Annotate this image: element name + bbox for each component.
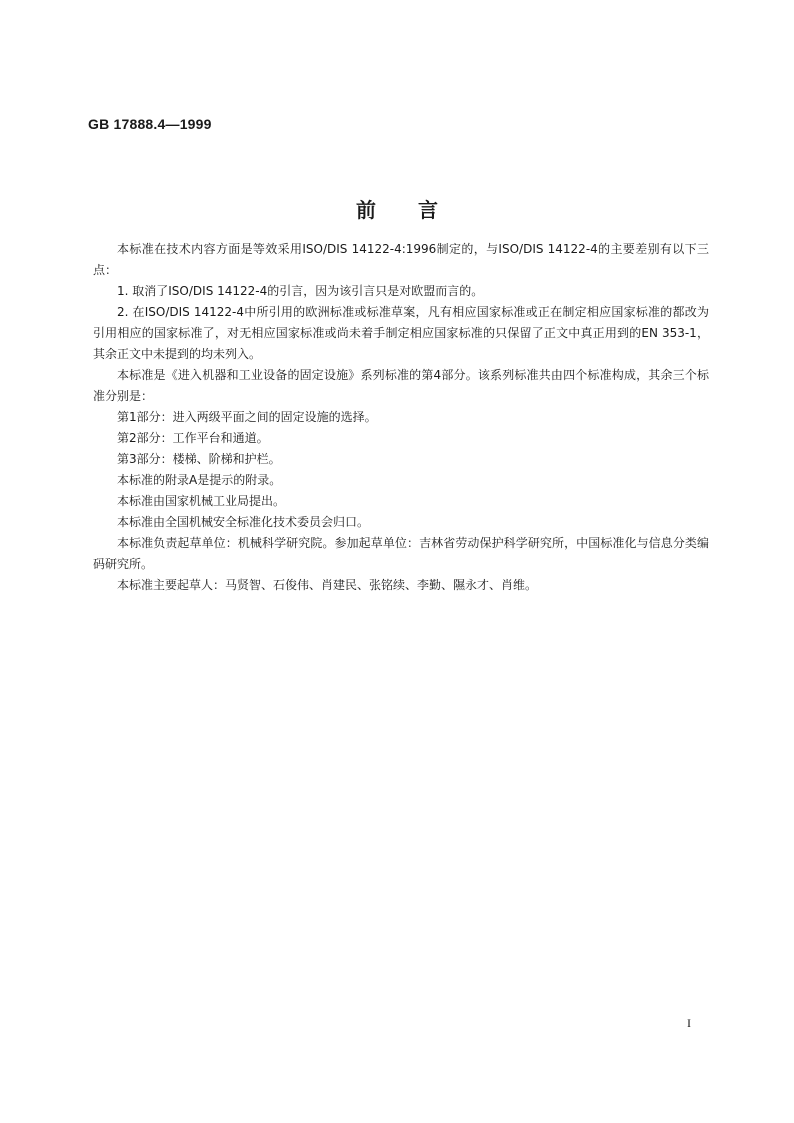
paragraph-part-2: 第2部分：工作平台和通道。: [117, 431, 269, 445]
paragraph-difference-1: 1. 取消了ISO/DIS 14122-4的引言，因为该引言只是对欧盟而言的。: [117, 284, 484, 298]
paragraph-part-3: 第3部分：楼梯、阶梯和护栏。: [117, 452, 281, 466]
paragraph-committee: 本标准由全国机械安全标准化技术委员会归口。: [117, 515, 370, 529]
paragraph-series: 本标准是《进入机器和工业设备的固定设施》系列标准的第4部分。该系列标准共由四个标准构成，其余三个标准分别是：: [93, 368, 709, 403]
standard-code: GB 17888.4—1999: [88, 116, 212, 132]
paragraph-intro: 本标准在技术内容方面是等效采用ISO/DIS 14122-4:1996制定的，与ISO/DIS 14122-4的主要差别有以下三点：: [93, 242, 709, 277]
paragraph-difference-2: 2. 在ISO/DIS 14122-4中所引用的欧洲标准或标准草案，凡有相应国家标准或正在制定相应国家标准的都改为引用相应的国家标准了，对无相应国家标准或尚未着手制定相应国家标准的只保留了正文中真正用到的EN 353-1，其余正文中未提到的均未列入。: [93, 305, 709, 361]
paragraph-part-1: 第1部分：进入两级平面之间的固定设施的选择。: [117, 410, 377, 424]
paragraph-drafting-units: 本标准负责起草单位：机械科学研究院。参加起草单位：吉林省劳动保护科学研究所，中国标准化与信息分类编码研究所。: [93, 536, 709, 571]
paragraph-annex: 本标准的附录A是提示的附录。: [117, 473, 282, 487]
page-number: I: [687, 1016, 691, 1030]
foreword-body: [93, 239, 709, 596]
paragraph-drafters: 本标准主要起草人：马贤智、石俊伟、肖建民、张铭续、李勤、隰永才、肖维。: [117, 578, 538, 592]
paragraph-proposer: 本标准由国家机械工业局提出。: [117, 494, 286, 508]
page-title: 前言: [356, 198, 480, 222]
